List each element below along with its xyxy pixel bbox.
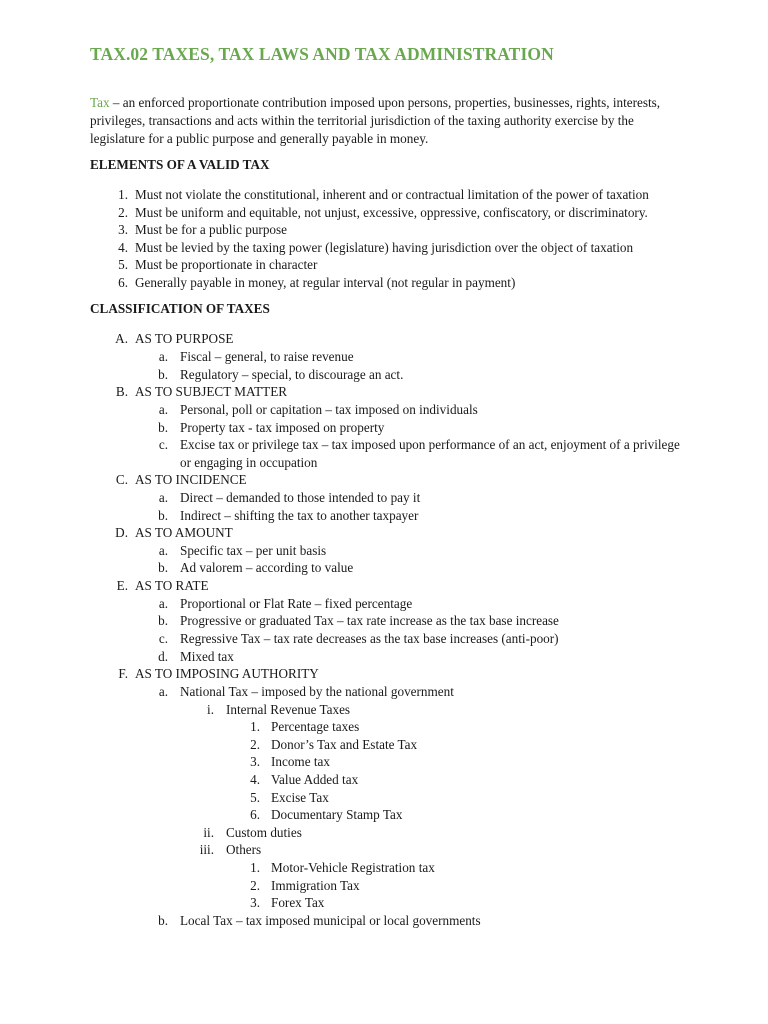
list-item — [0, 648, 768, 666]
list-item-text: Percentage taxes — [271, 719, 360, 734]
list-marker: b. — [158, 613, 168, 628]
list-item — [0, 718, 768, 736]
defined-term: Tax — [90, 95, 110, 110]
list-marker: b. — [158, 420, 168, 435]
list-item — [0, 471, 768, 489]
list-item — [0, 383, 768, 401]
list-item — [0, 612, 768, 630]
list-item-text: Value Added tax — [271, 772, 359, 787]
list-item — [0, 256, 768, 274]
list-item-text: AS TO IMPOSING AUTHORITY — [135, 666, 319, 681]
list-marker: b. — [158, 560, 168, 575]
list-item — [0, 507, 768, 525]
list-marker: 3. — [250, 754, 260, 769]
list-item-text: Custom duties — [226, 825, 302, 840]
list-item-text: AS TO PURPOSE — [135, 331, 234, 346]
list-item — [0, 630, 768, 648]
list-item — [0, 577, 768, 595]
list-item — [0, 701, 768, 719]
list-item-text: Progressive or graduated Tax – tax rate increase as the tax base increase — [180, 613, 559, 628]
list-item-text: Mixed tax — [180, 649, 234, 664]
list-marker: a. — [158, 402, 168, 417]
list-item — [0, 489, 768, 507]
list-item — [0, 824, 768, 842]
list-marker: a. — [158, 596, 168, 611]
list-item-text: Excise Tax — [271, 790, 329, 805]
list-marker: A. — [115, 331, 128, 346]
list-marker: d. — [158, 649, 168, 664]
list-item-text: Generally payable in money, at regular interval (not regular in payment) — [135, 275, 516, 290]
list-item — [0, 330, 768, 348]
list-item-text: Regulatory – special, to discourage an act. — [180, 367, 404, 382]
list-item-text: Others — [226, 842, 262, 857]
list-item-text: AS TO INCIDENCE — [135, 472, 247, 487]
list-marker: b. — [158, 367, 168, 382]
list-item — [0, 665, 768, 683]
list-item-text: Income tax — [271, 754, 330, 769]
list-item — [0, 859, 768, 877]
list-marker: 1. — [250, 719, 260, 734]
list-marker: c. — [158, 631, 168, 646]
list-item — [0, 204, 768, 222]
list-marker: C. — [115, 472, 128, 487]
list-item-text: Motor-Vehicle Registration tax — [271, 860, 435, 875]
list-item — [0, 239, 768, 257]
list-item — [0, 806, 768, 824]
list-item — [0, 542, 768, 560]
list-item — [0, 274, 768, 292]
list-item-text: Proportional or Flat Rate – fixed percentage — [180, 596, 413, 611]
list-marker: 2. — [118, 205, 128, 220]
list-marker: 6. — [250, 807, 260, 822]
list-marker: 5. — [250, 790, 260, 805]
list-item-text: Documentary Stamp Tax — [271, 807, 403, 822]
list-item-text: AS TO SUBJECT MATTER — [135, 384, 288, 399]
list-item — [0, 753, 768, 771]
list-item-text: Must be for a public purpose — [135, 222, 287, 237]
list-item — [0, 841, 768, 859]
list-item — [0, 401, 768, 419]
list-marker: 4. — [118, 240, 128, 255]
list-marker: a. — [158, 543, 168, 558]
list-marker: 3. — [250, 895, 260, 910]
list-item-text: Regressive Tax – tax rate decreases as the tax base increases (anti-poor) — [180, 631, 559, 646]
list-item — [0, 789, 768, 807]
list-marker: D. — [115, 525, 128, 540]
list-marker: a. — [158, 490, 168, 505]
list-item-text: Immigration Tax — [271, 878, 360, 893]
list-item — [0, 595, 768, 613]
list-item-text: Local Tax – tax imposed municipal or local governments — [180, 913, 481, 928]
document-title: TAX.02 TAXES, TAX LAWS AND TAX ADMINISTRATION — [90, 44, 554, 64]
list-marker: 1. — [250, 860, 260, 875]
list-item — [0, 436, 768, 472]
list-item-text: Fiscal – general, to raise revenue — [180, 349, 354, 364]
list-marker: F. — [118, 666, 128, 681]
list-item — [0, 524, 768, 542]
list-marker: ii. — [203, 825, 214, 840]
list-item-text: Excise tax or privilege tax – tax imposed upon performance of an act, enjoyment of a privilege or engaging in occupation — [180, 437, 680, 470]
list-item — [0, 894, 768, 912]
elements-heading: ELEMENTS OF A VALID TAX — [90, 157, 270, 172]
list-item-text: Must not violate the constitutional, inherent and or contractual limitation of the power of taxation — [135, 187, 649, 202]
list-marker: 1. — [118, 187, 128, 202]
list-marker: 6. — [118, 275, 128, 290]
list-item — [0, 877, 768, 895]
list-item-text: Personal, poll or capitation – tax imposed on individuals — [180, 402, 478, 417]
list-item-text: Donor’s Tax and Estate Tax — [271, 737, 418, 752]
list-item-text: Must be proportionate in character — [135, 257, 318, 272]
list-marker: c. — [158, 437, 168, 452]
list-item-text: Forex Tax — [271, 895, 325, 910]
list-item-text: Must be uniform and equitable, not unjust, excessive, oppressive, confiscatory, or discriminatory. — [135, 205, 648, 220]
list-item-text: AS TO RATE — [135, 578, 209, 593]
list-marker: a. — [158, 349, 168, 364]
list-marker: E. — [116, 578, 128, 593]
list-item — [0, 771, 768, 789]
tax-definition — [90, 94, 690, 148]
list-item-text: AS TO AMOUNT — [135, 525, 233, 540]
list-marker: 2. — [250, 878, 260, 893]
list-item — [0, 683, 768, 701]
list-item-text: Property tax - tax imposed on property — [180, 420, 385, 435]
list-item-text: Direct – demanded to those intended to pay it — [180, 490, 421, 505]
list-item-text: Ad valorem – according to value — [180, 560, 354, 575]
list-marker: 2. — [250, 737, 260, 752]
list-item — [0, 366, 768, 384]
list-marker: b. — [158, 913, 168, 928]
list-item — [0, 186, 768, 204]
list-item — [0, 221, 768, 239]
list-marker: B. — [115, 384, 128, 399]
list-item — [0, 348, 768, 366]
list-marker: 3. — [118, 222, 128, 237]
list-item — [0, 912, 768, 930]
list-item-text: Specific tax – per unit basis — [180, 543, 327, 558]
list-marker: b. — [158, 508, 168, 523]
list-marker: i. — [207, 702, 214, 717]
list-marker: iii. — [199, 842, 214, 857]
list-item-text: Indirect – shifting the tax to another taxpayer — [180, 508, 419, 523]
list-item-text: Must be levied by the taxing power (legislature) having jurisdiction over the object of taxation — [135, 240, 634, 255]
list-item — [0, 559, 768, 577]
list-item — [0, 419, 768, 437]
list-item-text: National Tax – imposed by the national government — [180, 684, 454, 699]
list-marker: 4. — [250, 772, 260, 787]
definition-text: – an enforced proportionate contribution imposed upon persons, properties, businesses, rights, interests, privileges, transactions and acts within the territorial jurisdiction of the taxing authority exercise by the legislature for a public purpose and generally payable in money. — [90, 95, 661, 146]
list-marker: 5. — [118, 257, 128, 272]
list-marker: a. — [158, 684, 168, 699]
list-item — [0, 736, 768, 754]
classification-heading: CLASSIFICATION OF TAXES — [90, 301, 270, 316]
list-item-text: Internal Revenue Taxes — [226, 702, 351, 717]
